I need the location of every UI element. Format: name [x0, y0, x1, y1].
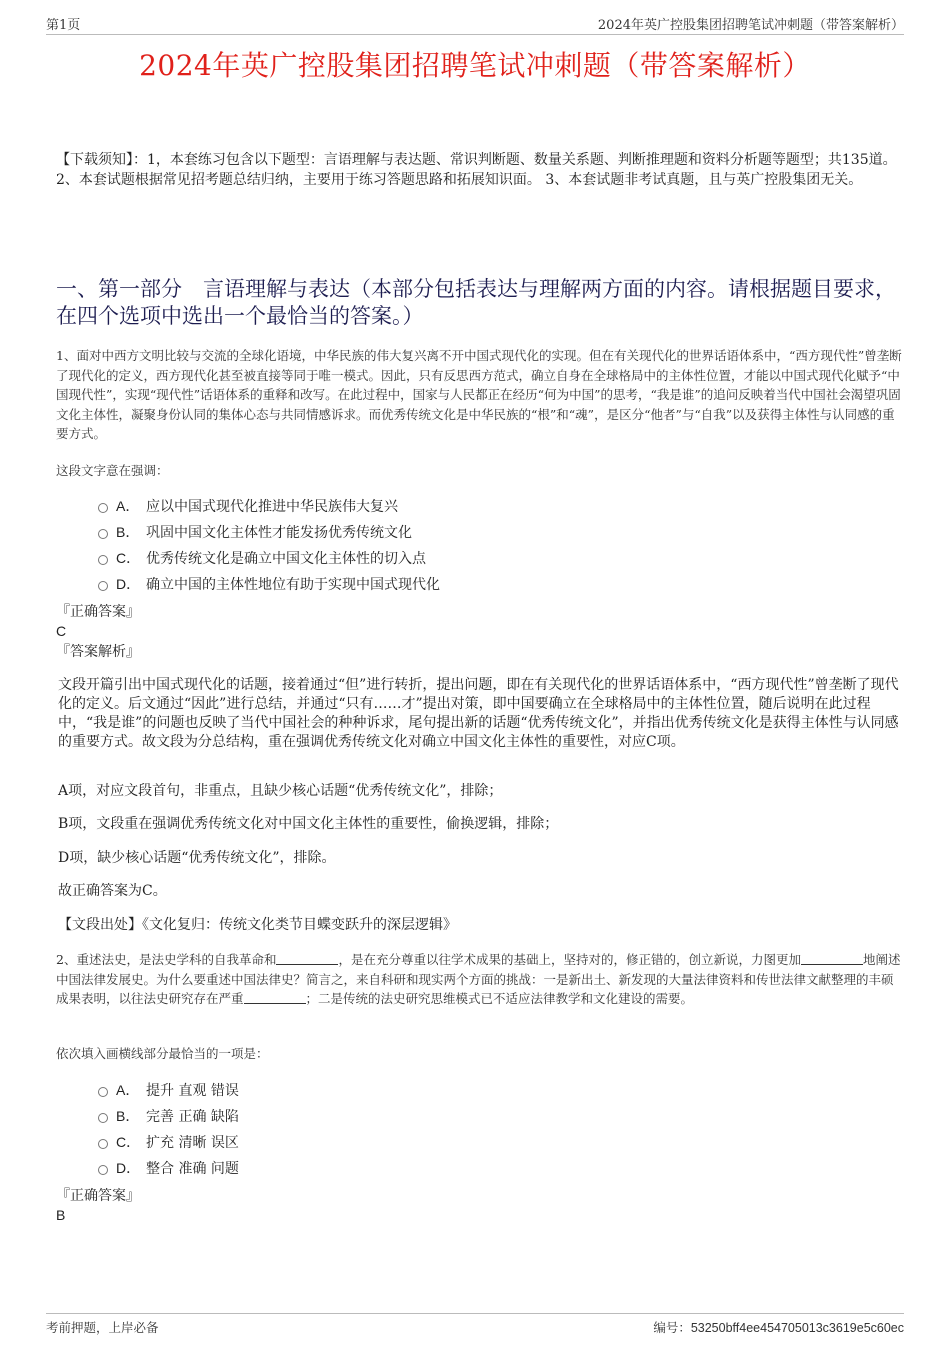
radio-icon[interactable]: [98, 503, 108, 513]
q1-answer-label: 『正确答案』: [56, 604, 140, 620]
q2-question: 依次填入画横线部分最恰当的一项是：: [56, 1046, 269, 1061]
radio-icon[interactable]: [98, 529, 108, 539]
radio-icon[interactable]: [98, 1165, 108, 1175]
radio-icon[interactable]: [98, 555, 108, 565]
fill-blank: [801, 952, 863, 965]
page-header: [46, 14, 904, 35]
q1-analysis-label: 『答案解析』: [56, 644, 140, 660]
footer-code: 编号：53250bff4ee454705013c3619e5c60ec: [653, 1320, 904, 1335]
radio-icon[interactable]: [98, 1087, 108, 1097]
q2-stem: 2、重述法史，是法史学科的自我革命和 ，是在充分尊重以往学术成果的基础上，坚持对的，修正错的，创立新说，力图更加 地阐述中国法律发展史。为什么要重述中国法律史？简言之，来自科研和现实两个方面的挑战：一是新出土、新发现的大量法律资料和传世法律文献整理的丰硕成果表明，以往法史研究存在严重 ；二是传统的法史研究思维模式已不适应法律教学和文化建设的需要。: [56, 952, 901, 1006]
q2-option-a[interactable]: A． 提升 直观 错误: [98, 1080, 239, 1101]
q2-option-d[interactable]: D． 整合 准确 问题: [98, 1158, 239, 1179]
download-notice: 【下载须知】：1，本套练习包含以下题型：言语理解与表达题、常识判断题、数量关系题、判断推理题和资料分析题等题型；共135道。 2、本套试题根据常见招考题总结归纳，主要用于练习答题思路和拓展知识面。 3、本套试题非考试真题，且与英广控股集团无关。: [56, 152, 897, 188]
document-title: 2024年英广控股集团招聘笔试冲刺题（带答案解析）: [139, 49, 811, 82]
q1-analysis-main: 文段开篇引出中国式现代化的话题，接着通过“但”进行转折，提出问题，即在有关现代化的世界话语体系中，“西方现代性”曾垄断了现代化的定义。后文通过“因此”进行总结，并通过“只有……才”提出对策，即中国要确立在全球格局中的主体性位置，随后说明在此过程中，“我是谁”的问题也反映了当代中国社会的种种诉求，尾句提出新的话题“优秀传统文化”，并指出优秀传统文化是获得主体性与认同感的重要方式。故文段为分总结构，重在强调优秀传统文化对确立中国文化主体性的重要性，对应C项。: [58, 677, 899, 750]
q1-stem: 1、面对中西方文明比较与交流的全球化语境，中华民族的伟大复兴离不开中国式现代化的实现。但在有关现代化的世界话语体系中，“西方现代性”曾垄断了现代化的定义，西方现代化甚至被直接等同于唯一模式。因此，只有反思西方范式，确立自身在全球格局中的主体性位置，才能以中国式现代化赋予“中国现代性”，实现“现代性”话语体系的重释和改写。在此过程中，国家与人民都正在经历“何为中国”的思考，“我是谁”的追问反映着当代中国社会渴望巩固文化主体性，凝聚身份认同的集体心态与共同情感诉求。而优秀传统文化是中华民族的“根”和“魂”，是区分“他者”与“自我”以及获得主体性与认同感的重要方式。: [56, 348, 902, 441]
q2-answer-label: 『正确答案』: [56, 1188, 140, 1204]
radio-icon[interactable]: [98, 1113, 108, 1123]
q1-answer: C: [56, 623, 67, 639]
radio-icon[interactable]: [98, 581, 108, 591]
q1-question: 这段文字意在强调：: [56, 463, 169, 478]
q1-option-a[interactable]: A． 应以中国式现代化推进中华民族伟大复兴: [98, 496, 398, 517]
footer-slogan: 考前押题，上岸必备: [46, 1320, 159, 1335]
q1-analysis-a: A项，对应文段首句，非重点，且缺少核心话题“优秀传统文化”，排除；: [58, 783, 503, 799]
fill-blank: [276, 952, 338, 965]
page-number: 第1页: [46, 18, 81, 33]
header-doc-title: 2024年英广控股集团招聘笔试冲刺题（带答案解析）: [597, 18, 904, 33]
q2-answer: B: [56, 1207, 66, 1223]
radio-icon[interactable]: [98, 1139, 108, 1149]
section-heading: 一、第一部分 言语理解与表达（本部分包括表达与理解两方面的内容。请根据题目要求，在四个选项中选出一个最恰当的答案。）: [56, 277, 896, 328]
fill-blank: [244, 991, 306, 1004]
q2-option-c[interactable]: C． 扩充 清晰 误区: [98, 1132, 239, 1153]
q1-source: 【文段出处】《文化复归：传统文化类节目蝶变跃升的深层逻辑》: [58, 917, 457, 933]
page-footer: [46, 1313, 904, 1335]
q2-option-b[interactable]: B． 完善 正确 缺陷: [98, 1106, 239, 1127]
q1-option-b[interactable]: B． 巩固中国文化主体性才能发扬优秀传统文化: [98, 522, 412, 543]
q1-analysis-b: B项，文段重在强调优秀传统文化对中国文化主体性的重要性，偷换逻辑，排除；: [58, 816, 559, 832]
q1-analysis-d: D项，缺少核心话题“优秀传统文化”，排除。: [58, 850, 336, 866]
q1-option-c[interactable]: C． 优秀传统文化是确立中国文化主体性的切入点: [98, 548, 426, 569]
q1-option-d[interactable]: D． 确立中国的主体性地位有助于实现中国式现代化: [98, 574, 440, 595]
q1-analysis-conclusion: 故正确答案为C。: [58, 883, 167, 899]
